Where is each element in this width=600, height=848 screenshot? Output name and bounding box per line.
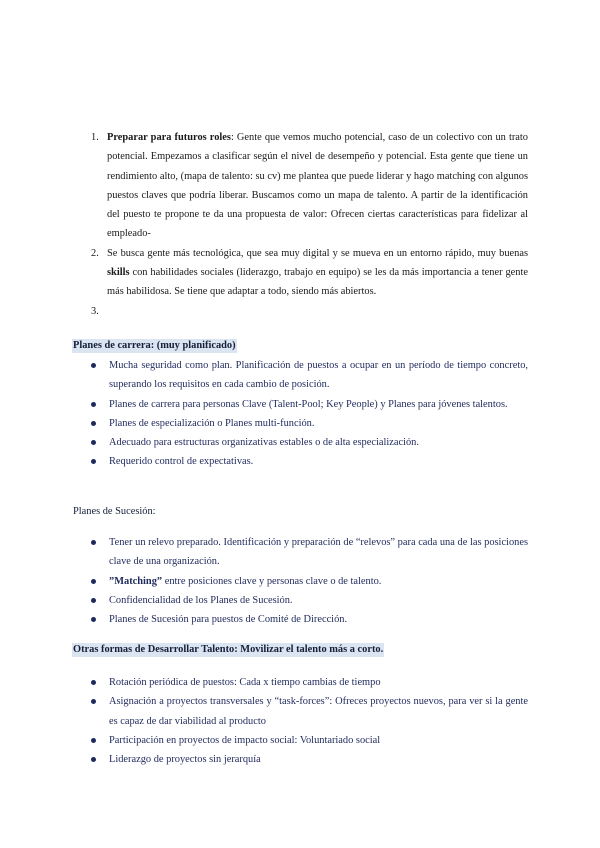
list-item-text: Confidencialidad de los Planes de Sucesión. (109, 594, 293, 606)
list-item-text: Mucha seguridad como plan. Planificación de puestos a ocupar en un período de tiempo concreto, superando los requisitos en cada cambio de posición. (109, 360, 528, 391)
bullet-icon (91, 459, 96, 464)
career-plans-heading-text: Planes de carrera: (muy planificado) (73, 340, 236, 351)
list-item (91, 731, 528, 750)
list-item (91, 356, 528, 395)
item-text: : Gente que vemos mucho potencial, caso de un colectivo con un trato potencial. Empezamos a clasificar según el nivel de desempeño y potencial. Esta gente que tiene un rendimiento alto, (mapa de talento: su cv) me plantea que puede liderar y hago matching con algunos puestos claves que podría liberar. Buscamos como un mapa de talento. A partir de la identificación del puesto te propone te da una propuesta de valor: Ofrecen ciertas características para fidelizar al empleado- (107, 132, 529, 240)
bullet-icon (91, 699, 96, 704)
item-text-post: con habilidades sociales (liderazgo, trabajo en equipo) se les da más importancia a tener gente más habilidosa. Se tiene que adaptar a todo, siendo más abiertos. (107, 267, 528, 298)
bullet-icon (91, 363, 96, 368)
other-talent-heading-text: Otras formas de Desarrollar Talento: Movilizar el talento más a corto. (73, 644, 384, 655)
list-item (91, 750, 528, 769)
other-talent-list (91, 673, 528, 769)
bullet-icon (91, 757, 96, 762)
other-talent-heading (72, 643, 384, 657)
list-item-bold: ”Matching” (109, 575, 163, 587)
numbered-list (91, 128, 528, 321)
list-item-text: Planes de carrera para personas Clave (Talent-Pool; Key People) y Planes para jóvenes talentos. (109, 398, 508, 410)
bullet-icon (91, 738, 96, 743)
bullet-icon (91, 440, 96, 445)
list-item-text: Tener un relevo preparado. Identificación y preparación de “relevos” para cada una de las posiciones clave de una organización. (109, 537, 528, 568)
item-number: 3. (91, 305, 99, 317)
bullet-icon (91, 402, 96, 407)
list-item-text: Asignación a proyectos transversales y “task-forces”: Ofreces proyectos nuevos, para ver si la gente es capaz de dar viabilidad al producto (109, 696, 528, 727)
item-number: 1. (91, 132, 99, 143)
list-item (91, 673, 528, 692)
bullet-icon (91, 680, 96, 685)
numbered-item-2 (91, 244, 528, 302)
list-item-text: Liderazgo de proyectos sin jerarquía (109, 754, 261, 766)
list-item (91, 591, 528, 610)
succession-plans-list (91, 533, 528, 629)
list-item (91, 533, 528, 572)
list-item (91, 610, 528, 629)
numbered-item-1 (91, 128, 528, 244)
item-bold-term: skills (107, 267, 130, 279)
list-item (91, 414, 528, 433)
list-item-text: Requerido control de expectativas. (109, 456, 254, 468)
item-lead-bold: Preparar para futuros roles (107, 132, 231, 143)
career-plans-heading (72, 339, 237, 353)
succession-plans-heading (72, 505, 157, 519)
list-item (91, 433, 528, 452)
bullet-icon (91, 540, 96, 545)
item-number: 2. (91, 247, 99, 259)
item-text-pre: Se busca gente más tecnológica, que sea muy digital y se mueva en un entorno rápido, muy buenas (107, 247, 528, 259)
list-item-text: Planes de especialización o Planes multi-función. (109, 417, 315, 429)
numbered-item-3 (91, 302, 528, 321)
list-item-text: entre posiciones clave y personas clave o de talento. (162, 575, 382, 587)
list-item (91, 395, 528, 414)
succession-plans-heading-text: Planes de Sucesión: (73, 506, 156, 517)
bullet-icon (91, 421, 96, 426)
bullet-icon (91, 579, 96, 584)
list-item-text: Participación en proyectos de impacto social: Voluntariado social (109, 734, 381, 746)
list-item (91, 572, 528, 591)
list-item (91, 452, 528, 471)
list-item-text: Planes de Sucesión para puestos de Comité de Dirección. (109, 614, 348, 626)
career-plans-list (91, 356, 528, 472)
list-item (91, 692, 528, 731)
bullet-icon (91, 598, 96, 603)
list-item-text: Adecuado para estructuras organizativas estables o de alta especialización. (109, 437, 419, 449)
bullet-icon (91, 617, 96, 622)
list-item-text: Rotación periódica de puestos: Cada x tiempo cambias de tiempo (109, 677, 381, 688)
